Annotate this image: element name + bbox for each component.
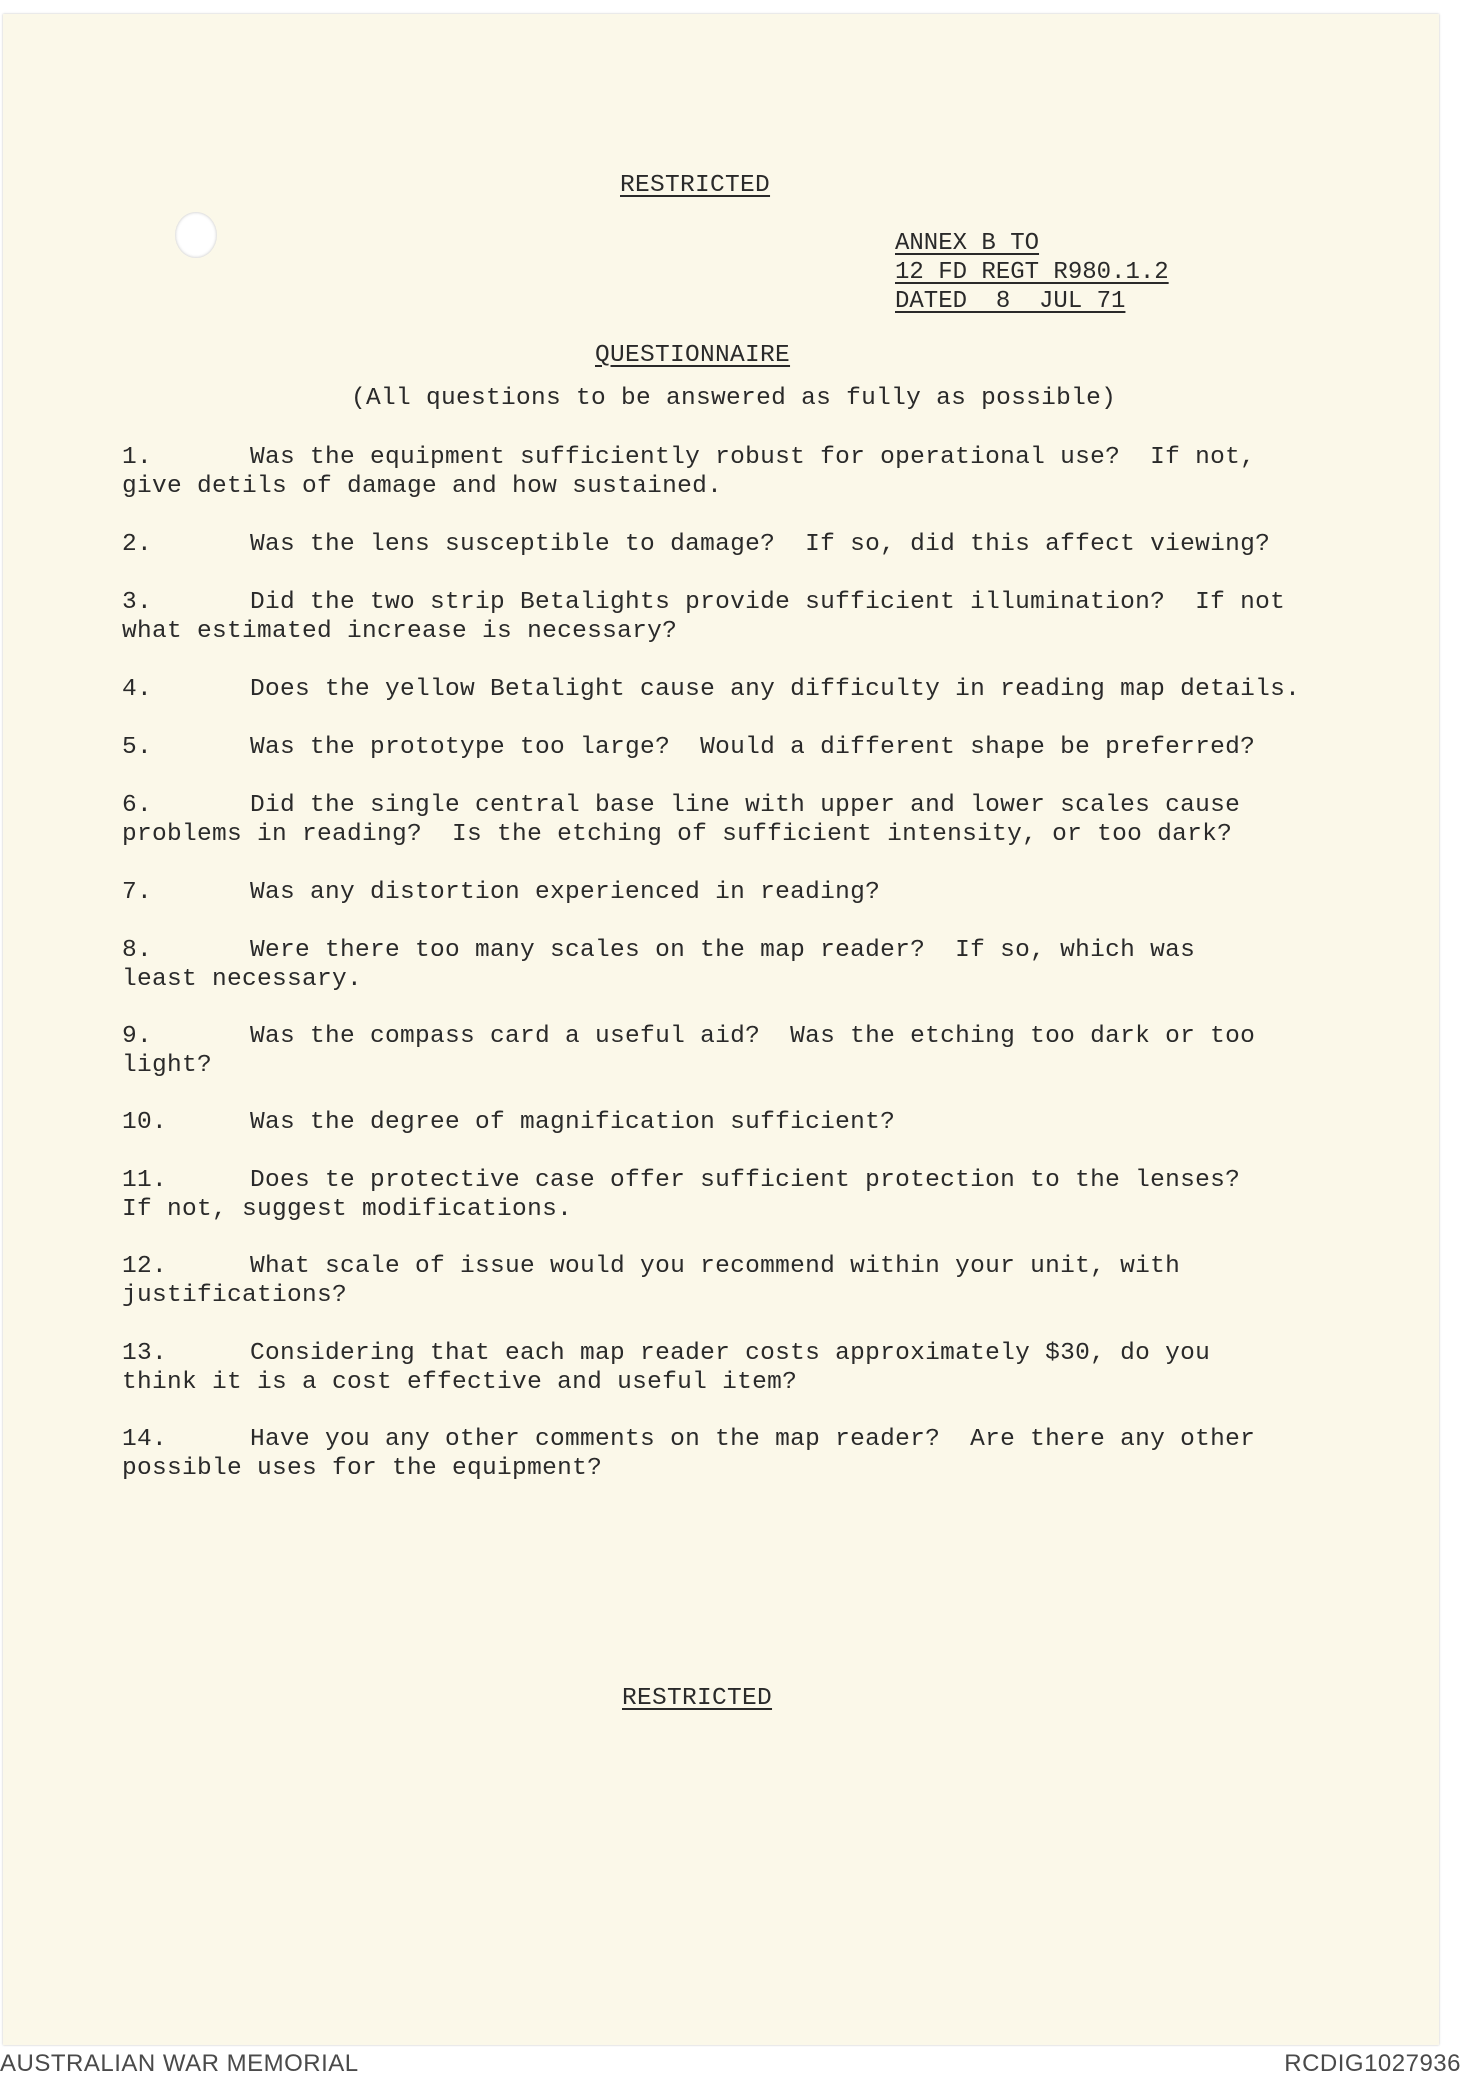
question-text: possible uses for the equipment? bbox=[122, 1455, 603, 1482]
classification-footer: RESTRICTED bbox=[622, 1685, 773, 1712]
question-number: 12. bbox=[122, 1253, 168, 1280]
question-text: Does the yellow Betalight cause any difficulty in reading map details. bbox=[250, 676, 1301, 703]
question-text: If not, suggest modifications. bbox=[122, 1196, 573, 1223]
question-text: justifications? bbox=[122, 1282, 348, 1309]
question-number: 10. bbox=[122, 1109, 168, 1136]
question-item bbox=[122, 588, 1286, 646]
question-item bbox=[122, 1022, 1282, 1080]
question-item bbox=[122, 443, 1282, 501]
annex-reference bbox=[895, 229, 1169, 316]
question-number: 2. bbox=[122, 531, 153, 558]
archive-source: AUSTRALIAN WAR MEMORIAL bbox=[0, 2050, 359, 2077]
question-text: give detils of damage and how sustained. bbox=[122, 473, 723, 500]
question-text: Was the lens susceptible to damage? If so, did this affect viewing? bbox=[250, 531, 1271, 558]
question-number: 4. bbox=[122, 676, 153, 703]
question-text: Did the two strip Betalights provide sufficient illumination? If not bbox=[250, 589, 1286, 616]
question-text: Did the single central base line with upper and lower scales cause bbox=[250, 792, 1241, 819]
question-text: what estimated increase is necessary? bbox=[122, 618, 678, 645]
question-item bbox=[122, 733, 1282, 762]
question-text: Was the degree of magnification sufficient? bbox=[250, 1109, 896, 1136]
question-text: Was the prototype too large? Would a different shape be preferred? bbox=[250, 734, 1256, 761]
question-text: Does te protective case offer sufficient protection to the lenses? bbox=[250, 1167, 1241, 1194]
annex-line: ANNEX B TO bbox=[895, 230, 1040, 257]
question-text: What scale of issue would you recommend within your unit, with bbox=[250, 1253, 1181, 1280]
question-text: Was the equipment sufficiently robust for operational use? If not, bbox=[250, 444, 1256, 471]
classification-header: RESTRICTED bbox=[620, 172, 771, 199]
question-text: Considering that each map reader costs approximately $30, do you bbox=[250, 1340, 1211, 1367]
question-item bbox=[122, 791, 1282, 849]
document-title: QUESTIONNAIRE bbox=[595, 342, 791, 369]
question-item bbox=[122, 878, 1282, 907]
question-text: least necessary. bbox=[122, 966, 363, 993]
question-number: 9. bbox=[122, 1023, 153, 1050]
question-text: Were there too many scales on the map reader? If so, which was bbox=[250, 937, 1196, 964]
question-text: Was the compass card a useful aid? Was the etching too dark or too bbox=[250, 1023, 1256, 1050]
archive-id: RCDIG1027936 bbox=[1284, 2050, 1461, 2077]
question-number: 11. bbox=[122, 1167, 168, 1194]
question-item bbox=[122, 1252, 1282, 1310]
question-number: 14. bbox=[122, 1426, 168, 1453]
punch-hole bbox=[175, 212, 217, 258]
question-text: light? bbox=[122, 1052, 213, 1079]
question-number: 5. bbox=[122, 734, 153, 761]
annex-line: DATED 8 JUL 71 bbox=[895, 288, 1126, 315]
question-number: 6. bbox=[122, 792, 153, 819]
question-number: 8. bbox=[122, 937, 153, 964]
question-item bbox=[122, 1339, 1282, 1397]
question-item bbox=[122, 675, 1301, 704]
question-item bbox=[122, 1425, 1282, 1483]
question-text: Was any distortion experienced in reading? bbox=[250, 879, 881, 906]
question-text: Have you any other comments on the map reader? Are there any other bbox=[250, 1426, 1256, 1453]
question-item bbox=[122, 936, 1282, 994]
question-number: 1. bbox=[122, 444, 153, 471]
question-item bbox=[122, 1108, 1282, 1137]
question-number: 3. bbox=[122, 589, 153, 616]
document-subtitle: (All questions to be answered as fully as possible) bbox=[351, 385, 1117, 412]
question-item bbox=[122, 530, 1282, 559]
annex-line: 12 FD REGT R980.1.2 bbox=[895, 259, 1169, 286]
question-text: problems in reading? Is the etching of sufficient intensity, or too dark? bbox=[122, 821, 1233, 848]
question-item bbox=[122, 1166, 1282, 1224]
question-number: 7. bbox=[122, 879, 153, 906]
question-text: think it is a cost effective and useful item? bbox=[122, 1369, 798, 1396]
question-number: 13. bbox=[122, 1340, 168, 1367]
